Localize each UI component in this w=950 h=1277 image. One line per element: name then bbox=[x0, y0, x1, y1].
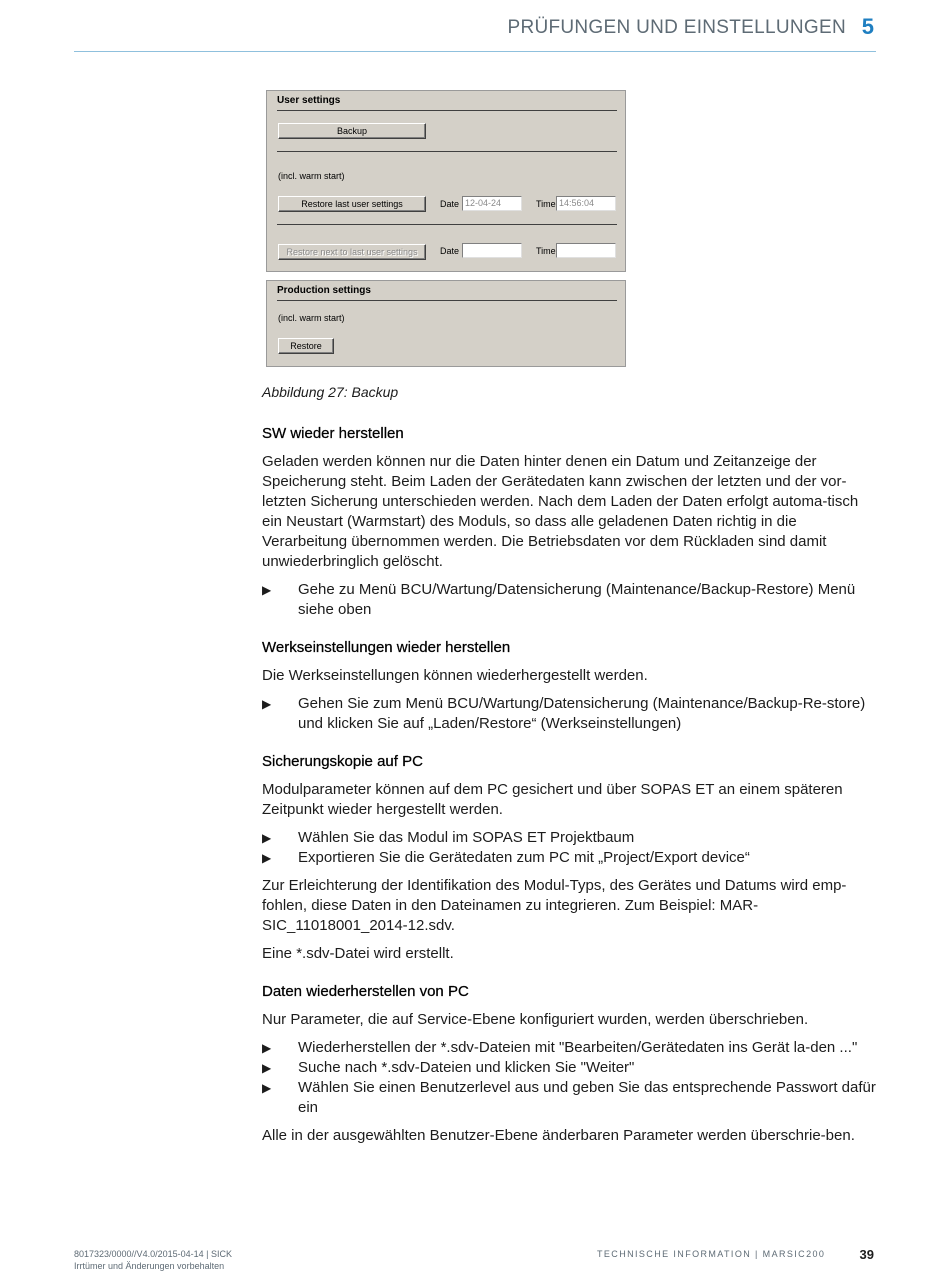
header-title: PRÜFUNGEN UND EINSTELLUNGEN bbox=[507, 17, 846, 38]
chapter-number: 5 bbox=[861, 14, 874, 39]
footer-left bbox=[74, 1248, 232, 1272]
paragraph: Zur Erleichterung der Identifikation des Modul-Typs, des Gerätes und Datums wird emp-fohlen, diese Daten in den Dateinamen zu integrieren. Zum Beispiel: MAR-SIC_11018001_2014-12.sdv. bbox=[262, 877, 847, 934]
section-pc-restore bbox=[262, 982, 876, 1146]
section-factory-settings bbox=[262, 638, 876, 734]
date-field-2[interactable] bbox=[462, 243, 522, 258]
paragraph: Die Werkseinstellungen können wiederhergestellt werden. bbox=[262, 667, 648, 684]
production-settings-panel bbox=[266, 280, 626, 367]
bullet-list bbox=[262, 828, 876, 868]
bullet-list bbox=[262, 580, 876, 620]
paragraph: Alle in der ausgewählten Benutzer-Ebene änderbaren Parameter werden überschrie-ben. bbox=[262, 1127, 855, 1144]
divider bbox=[277, 224, 617, 225]
header-divider bbox=[74, 51, 876, 52]
date-label: Date bbox=[440, 199, 460, 209]
list-item-text: Wählen Sie einen Benutzerlevel aus und geben Sie das entsprechende Passwort dafür ein bbox=[298, 1079, 876, 1116]
triangle-right-icon: ▶ bbox=[262, 1061, 272, 1075]
warm-start-note: (incl. warm start) bbox=[278, 171, 345, 181]
list-item bbox=[262, 694, 876, 734]
user-settings-panel bbox=[266, 90, 626, 272]
triangle-right-icon: ▶ bbox=[262, 1041, 272, 1055]
paragraph: Nur Parameter, die auf Service-Ebene konfiguriert wurden, werden überschrieben. bbox=[262, 1011, 809, 1028]
time-label-2: Time bbox=[536, 246, 556, 256]
triangle-right-icon: ▶ bbox=[262, 831, 272, 845]
figure-caption: Abbildung 27: Backup bbox=[262, 384, 399, 400]
list-item bbox=[262, 580, 876, 620]
list-item-text: Gehe zu Menü BCU/Wartung/Datensicherung (Maintenance/Backup-Restore) Menü siehe oben bbox=[298, 581, 856, 618]
production-settings-title: Production settings bbox=[277, 285, 371, 296]
list-item bbox=[262, 848, 876, 868]
list-item-text: Exportieren Sie die Gerätedaten zum PC mit „Project/Export device“ bbox=[298, 849, 750, 866]
restore-last-button[interactable]: Restore last user settings bbox=[278, 196, 426, 212]
date-label-2: Date bbox=[440, 246, 460, 256]
list-item bbox=[262, 1078, 876, 1118]
footer-doc-id: 8017323/0000//V4.0/2015-04-14 | SICK bbox=[74, 1249, 232, 1259]
section-heading: Sicherungskopie auf PC bbox=[262, 753, 423, 770]
body-content bbox=[262, 424, 876, 1164]
triangle-right-icon: ▶ bbox=[262, 1081, 272, 1095]
list-item-text: Wählen Sie das Modul im SOPAS ET Projektbaum bbox=[298, 829, 635, 846]
time-field[interactable]: 14:56:04 bbox=[556, 196, 616, 211]
section-pc-backup bbox=[262, 752, 876, 964]
list-item bbox=[262, 1058, 876, 1078]
time-field-2[interactable] bbox=[556, 243, 616, 258]
list-item bbox=[262, 828, 876, 848]
divider bbox=[277, 110, 617, 111]
page-number: 39 bbox=[859, 1247, 874, 1262]
paragraph: Geladen werden können nur die Daten hinter denen ein Datum und Zeitanzeige der Speicherung steht. Beim Laden der Gerätedaten kann zwischen der letzten und der vor-letzten Sicherung unterschieden werden. Nach dem Laden der Daten erfolgt automa-tisch ein Neustart (Warmstart) des Moduls, so dass alle geladenen Daten richtig in die Verarbeitung übernommen werden. Die Betriebsdaten vor dem Rückladen sind damit unwiederbringlich gelöscht. bbox=[262, 453, 859, 570]
triangle-right-icon: ▶ bbox=[262, 583, 272, 597]
section-sw-restore bbox=[262, 424, 876, 620]
paragraph: Eine *.sdv-Datei wird erstellt. bbox=[262, 945, 454, 962]
footer-center: TECHNISCHE INFORMATION | MARSIC200 bbox=[597, 1249, 826, 1259]
restore-button[interactable]: Restore bbox=[278, 338, 334, 354]
divider bbox=[277, 151, 617, 152]
section-heading: Werkseinstellungen wieder herstellen bbox=[262, 639, 511, 656]
user-settings-title: User settings bbox=[277, 95, 341, 106]
list-item-text: Wiederherstellen der *.sdv-Dateien mit "Bearbeiten/Gerätedaten ins Gerät la-den ..." bbox=[298, 1039, 858, 1056]
paragraph: Modulparameter können auf dem PC gesichert und über SOPAS ET an einem späteren Zeitpunkt wieder hergestellt werden. bbox=[262, 781, 843, 818]
restore-next-to-last-button[interactable]: Restore next to last user settings bbox=[278, 244, 426, 260]
bullet-list bbox=[262, 694, 876, 734]
section-heading: SW wieder herstellen bbox=[262, 425, 404, 442]
warm-start-note: (incl. warm start) bbox=[278, 313, 345, 323]
date-field[interactable]: 12-04-24 bbox=[462, 196, 522, 211]
time-label: Time bbox=[536, 199, 556, 209]
triangle-right-icon: ▶ bbox=[262, 697, 272, 711]
footer-disclaimer: Irrtümer und Änderungen vorbehalten bbox=[74, 1261, 225, 1271]
list-item bbox=[262, 1038, 876, 1058]
triangle-right-icon: ▶ bbox=[262, 851, 272, 865]
section-heading: Daten wiederherstellen von PC bbox=[262, 983, 469, 1000]
list-item-text: Suche nach *.sdv-Dateien und klicken Sie "Weiter" bbox=[298, 1059, 635, 1076]
bullet-list bbox=[262, 1038, 876, 1118]
divider bbox=[277, 300, 617, 301]
backup-button[interactable]: Backup bbox=[278, 123, 426, 139]
list-item-text: Gehen Sie zum Menü BCU/Wartung/Datensicherung (Maintenance/Backup-Re-store) und klicken Sie auf „Laden/Restore“ (Werkseinstellungen) bbox=[298, 695, 866, 732]
